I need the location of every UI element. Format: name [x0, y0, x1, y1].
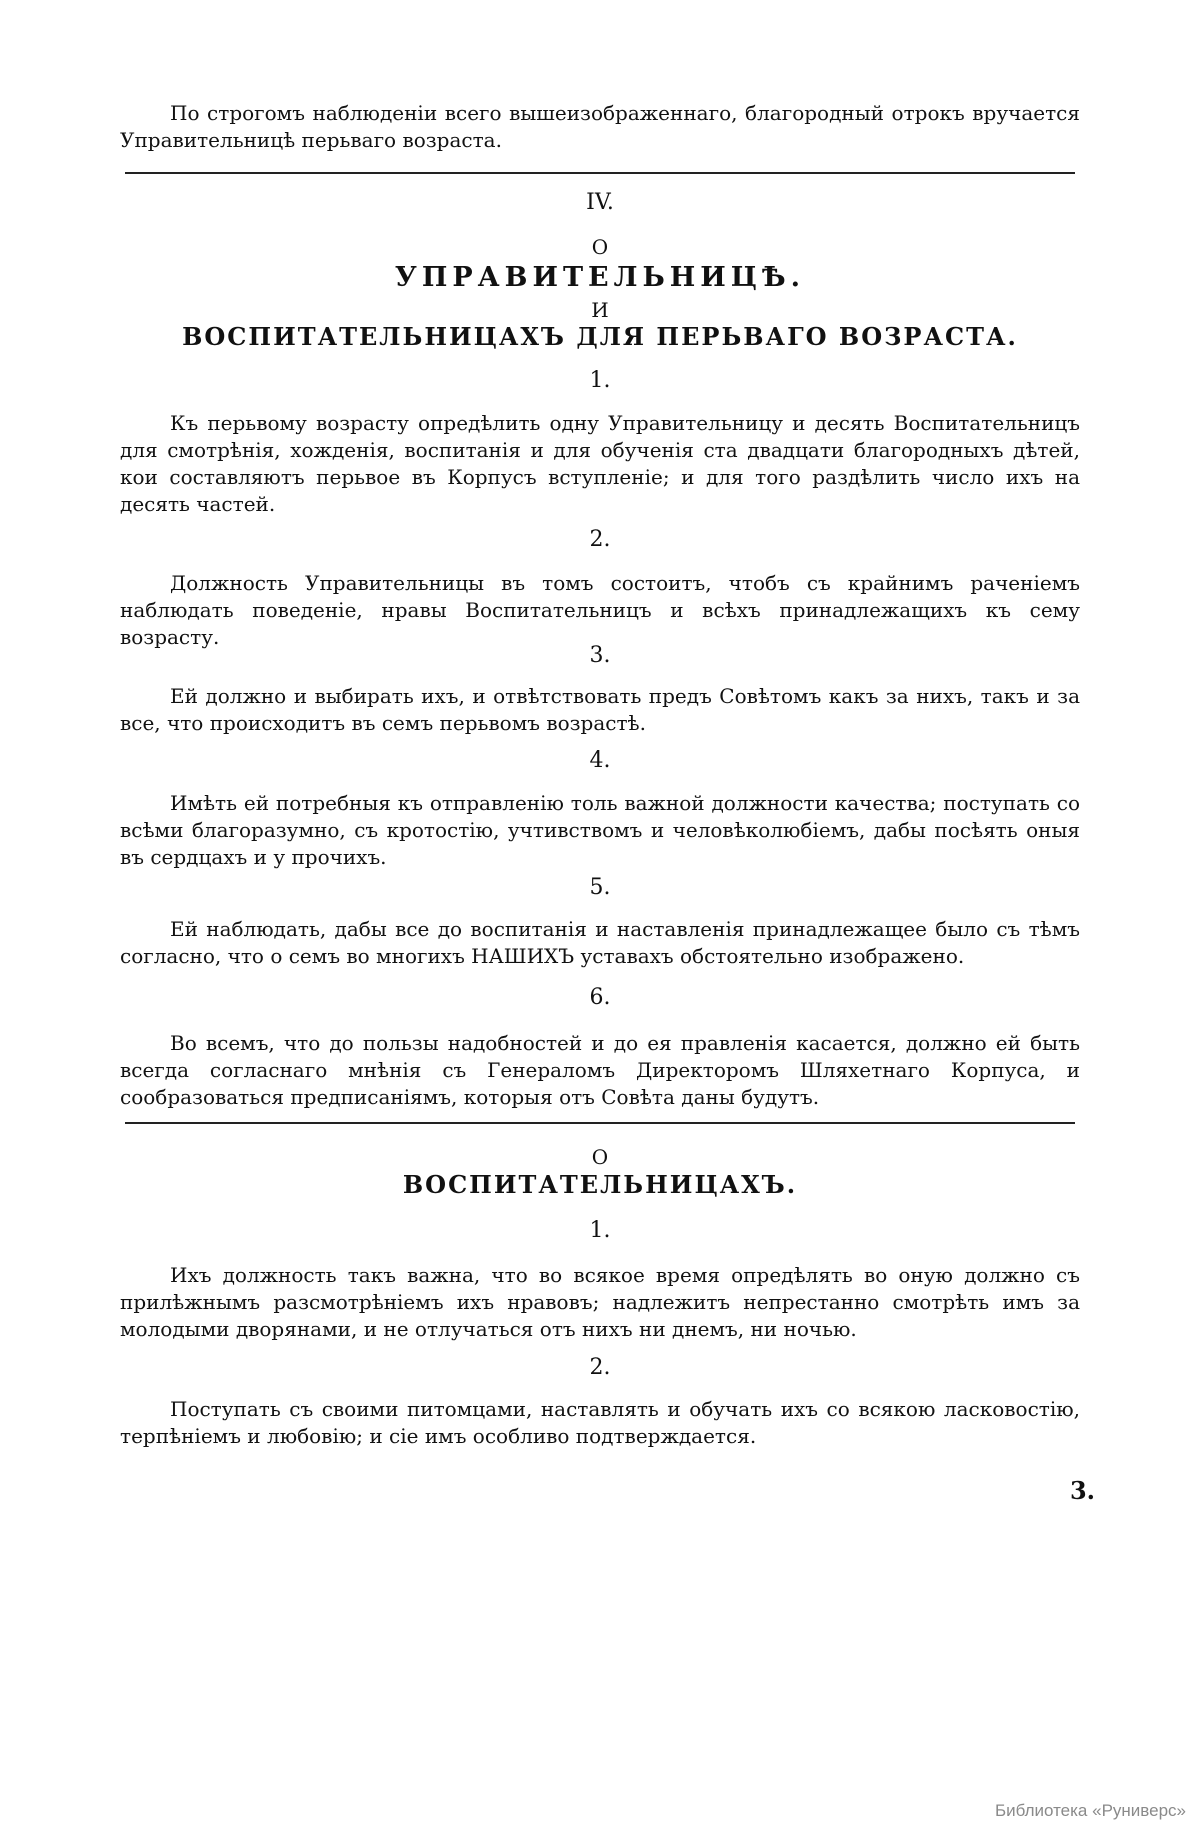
article-number-4: 4. — [589, 748, 611, 773]
article-number-3: 3. — [589, 643, 611, 668]
section-divider-middle — [125, 1122, 1075, 1124]
article-number-7: 1. — [589, 1218, 611, 1243]
article-number-1: 1. — [589, 368, 611, 393]
chapter-numeral: IV. — [586, 190, 614, 215]
intro-paragraph: По строгомъ наблюденіи всего вышеизображеннаго, благородный отрокъ вручается Управительницѣ перьваго возраста. — [120, 101, 1080, 152]
article-text-5: Ей наблюдать, дабы все до воспитанія и наставленія принадлежащее было съ тѣмъ согласно, что о семъ во многихъ НАШИХЪ уставахъ обстоятельно изображено. — [120, 917, 1080, 968]
article-number-2: 2. — [589, 527, 611, 552]
article-text-8: Поступать съ своими питомцами, наставлять и обучать ихъ со всякою ласковостію, терпѣніемъ и любовію; и сіе имъ особливо подтверждается. — [120, 1397, 1080, 1448]
article-text-2: Должность Управительницы въ томъ состоитъ, чтобъ съ крайнимъ раченіемъ наблюдать поведеніе, нравы Воспитательницъ и всѣхъ принадлежащихъ къ сему возрасту. — [120, 571, 1080, 649]
heading-preposition-2: О — [591, 1145, 609, 1169]
library-watermark: Библиотека «Руниверс» — [994, 1801, 1186, 1820]
chapter-title: УПРАВИТЕЛЬНИЦѢ. — [394, 262, 806, 293]
article-number-5: 5. — [589, 875, 611, 900]
article-text-3: Ей должно и выбирать ихъ, и отвѣтствовать предъ Совѣтомъ какъ за нихъ, такъ и за все, что происходитъ въ семъ перьвомъ возрастѣ. — [120, 684, 1080, 735]
catchword: 3. — [1069, 1476, 1095, 1505]
heading-preposition: О — [591, 235, 609, 259]
chapter-subtitle: ВОСПИТАТЕЛЬНИЦАХЪ ДЛЯ ПЕРЬВАГО ВОЗРАСТА. — [182, 322, 1018, 351]
section-title: ВОСПИТАТЕЛЬНИЦАХЪ. — [402, 1170, 798, 1199]
article-text-7: Ихъ должность такъ важна, что во всякое время опредѣлять во оную должно съ прилѣжнымъ разсмотрѣніемъ ихъ нравовъ; надлежитъ непрестанно смотрѣть имъ за молодыми дворянами, и не отлучаться отъ нихъ ни днемъ, ни ночью. — [120, 1263, 1080, 1341]
article-text-6: Во всемъ, что до пользы надобностей и до ея правленія касается, должно ей быть всегда согласнаго мнѣнія съ Генераломъ Директоромъ Шляхетнаго Корпуса, и сообразоваться предписаніямъ, которыя отъ Совѣта даны будутъ. — [120, 1031, 1080, 1109]
article-number-6: 6. — [589, 985, 611, 1010]
article-text-1: Къ перьвому возрасту опредѣлить одну Управительницу и десять Воспитательницъ для смотрѣнія, хожденія, воспитанія и для обученія ста двадцати благородныхъ дѣтей, кои составляютъ перьвое въ Корпусъ вступленіе; и для того раздѣлить число ихъ на десять частей. — [120, 411, 1080, 516]
heading-conjunction: И — [591, 298, 609, 322]
article-text-4: Имѣть ей потребныя къ отправленію толь важной должности качества; поступать со всѣми благоразумно, съ кротостію, учтивствомъ и человѣколюбіемъ, дабы посѣять оныя въ сердцахъ и у прочихъ. — [120, 791, 1080, 869]
section-divider-top — [125, 172, 1075, 174]
article-number-8: 2. — [589, 1355, 611, 1380]
